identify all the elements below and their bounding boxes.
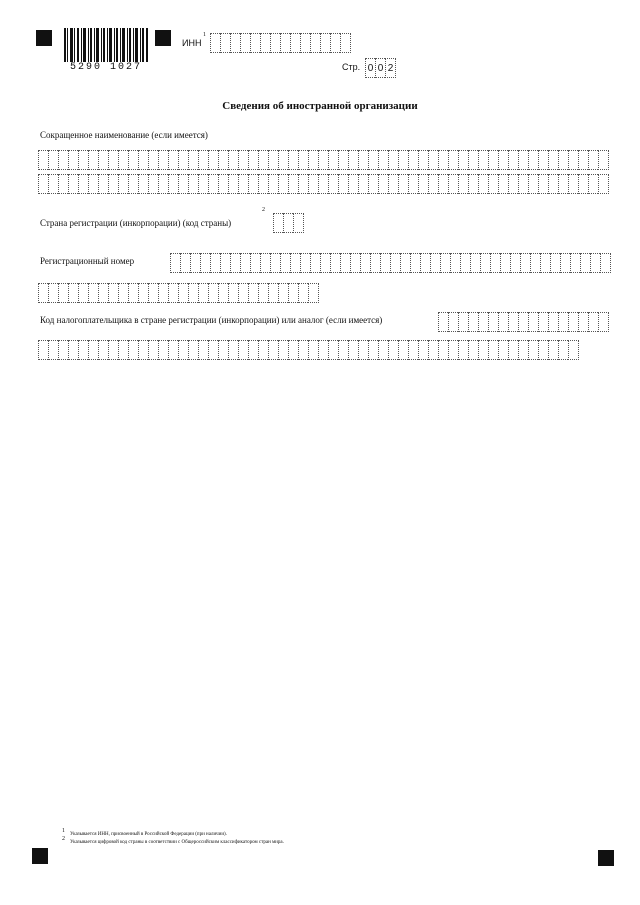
- short-name-label: Сокращенное наименование (если имеется): [40, 130, 208, 140]
- reg-number-cells-row2[interactable]: [38, 283, 319, 303]
- page-label: Стр.: [342, 62, 361, 72]
- inn-label: ИНН: [182, 38, 202, 48]
- short-name-cells-row2[interactable]: [38, 174, 609, 194]
- footnote-text-2: Указывается цифровой код страны в соответствии с Общероссийским классификатором стран мира.: [70, 840, 284, 845]
- footnote-number-2: 2: [62, 836, 65, 842]
- page-number-cells: [365, 58, 396, 78]
- country-code-cells[interactable]: [273, 213, 304, 233]
- country-label: Страна регистрации (инкорпорации) (код страны): [40, 218, 232, 228]
- page-digit: 0: [375, 58, 385, 78]
- taxpayer-code-cells-row2[interactable]: [38, 340, 579, 360]
- reg-number-label: Регистрационный номер: [40, 256, 135, 266]
- short-name-cells-row1[interactable]: [38, 150, 609, 170]
- page-digit: 0: [365, 58, 375, 78]
- taxpayer-code-label: Код налогоплательщика в стране регистрации (инкорпорации) или аналог (если имеется): [40, 315, 383, 325]
- form-title: Сведения об иностранной организации: [222, 100, 418, 112]
- corner-marker-top-mid: [155, 30, 171, 46]
- inn-cells[interactable]: [210, 33, 351, 53]
- country-footnote-ref: 2: [262, 207, 265, 213]
- footnote-number-1: 1: [62, 828, 65, 834]
- reg-number-cells-row1[interactable]: [170, 253, 611, 273]
- footnote-text-1: Указывается ИНН, присвоенный в Российской Федерации (при наличии).: [70, 832, 227, 837]
- corner-marker-bottom-right: [598, 850, 614, 866]
- taxpayer-code-cells-row1[interactable]: [438, 312, 609, 332]
- inn-footnote-ref: 1: [203, 32, 206, 38]
- page-digit: 2: [385, 58, 396, 78]
- corner-marker-bottom-left: [32, 848, 48, 864]
- barcode-image: [64, 28, 148, 62]
- corner-marker-top-left: [36, 30, 52, 46]
- barcode-number: 5290 1027: [70, 62, 143, 73]
